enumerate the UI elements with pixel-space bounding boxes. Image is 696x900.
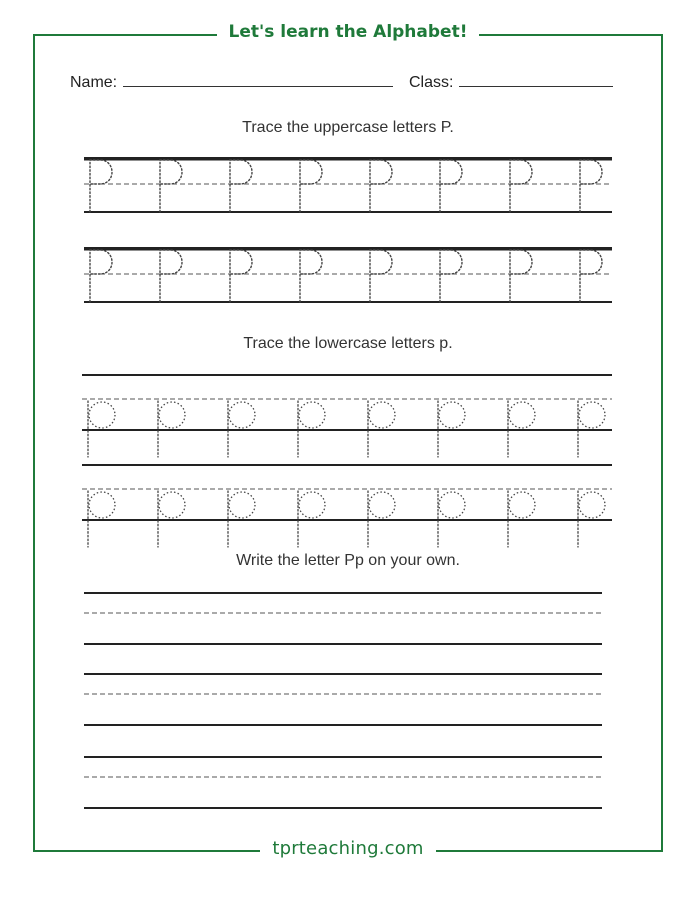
trace-lowercase-p-bowl [89, 492, 115, 518]
trace-uppercase-p [300, 250, 322, 302]
trace-uppercase-p [160, 160, 182, 212]
trace-uppercase-p [440, 160, 462, 212]
uppercase-instruction: Trace the uppercase letters P. [242, 119, 454, 136]
trace-lowercase-p-bowl [439, 402, 465, 428]
trace-uppercase-p [510, 160, 532, 212]
trace-uppercase-p [160, 250, 182, 302]
lowercase-instruction: Trace the lowercase letters p. [243, 335, 453, 352]
trace-lowercase-p-bowl [369, 402, 395, 428]
trace-uppercase-p [370, 250, 392, 302]
trace-uppercase-p [440, 250, 462, 302]
trace-lowercase-p-bowl [229, 402, 255, 428]
trace-lowercase-p-bowl [369, 492, 395, 518]
trace-lowercase-p-bowl [159, 492, 185, 518]
trace-uppercase-p [510, 250, 532, 302]
trace-lowercase-p-bowl [229, 492, 255, 518]
freewrite-instruction: Write the letter Pp on your own. [236, 552, 460, 569]
class-label: Class: [409, 74, 454, 91]
trace-uppercase-p [580, 160, 602, 212]
trace-uppercase-p [230, 250, 252, 302]
trace-uppercase-p [300, 160, 322, 212]
trace-lowercase-p-bowl [299, 492, 325, 518]
trace-uppercase-p [580, 250, 602, 302]
trace-lowercase-p-bowl [509, 492, 535, 518]
trace-uppercase-p [230, 160, 252, 212]
trace-lowercase-p-bowl [579, 492, 605, 518]
trace-lowercase-p-bowl [439, 492, 465, 518]
name-label: Name: [70, 74, 118, 91]
trace-lowercase-p-bowl [89, 402, 115, 428]
trace-uppercase-p [90, 250, 112, 302]
footer-url[interactable]: tprteaching.com [0, 838, 696, 859]
trace-uppercase-p [370, 160, 392, 212]
trace-uppercase-p [90, 160, 112, 212]
trace-lowercase-p-bowl [579, 402, 605, 428]
worksheet-title: Let's learn the Alphabet! [0, 22, 696, 42]
trace-lowercase-p-bowl [299, 402, 325, 428]
trace-lowercase-p-bowl [509, 402, 535, 428]
trace-lowercase-p-bowl [159, 402, 185, 428]
